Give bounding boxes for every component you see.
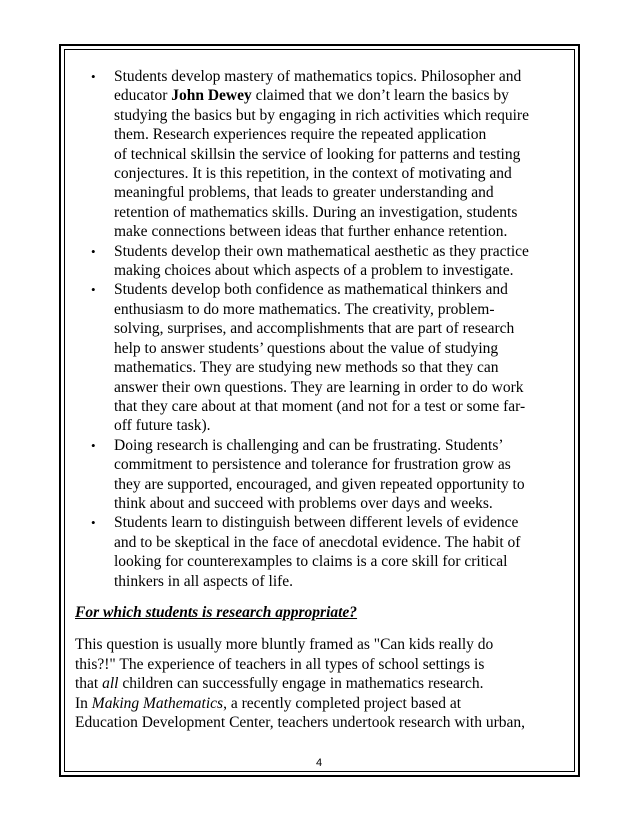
bullet-line: Students learn to distinguish between different levels of evidence	[114, 514, 519, 532]
bullet-item	[75, 280, 565, 435]
bullet-line: studying the basics but by engaging in rich activities which require	[114, 106, 529, 124]
bullet-line: and to be skeptical in the face of anecdotal evidence. The habit of	[114, 533, 521, 551]
bullet-line: mathematics. They are studying new methods so that they can	[114, 359, 499, 377]
paragraph-line: that all children can successfully engage in mathematics research.	[75, 675, 484, 693]
bullet-line: commitment to persistence and tolerance for frustration grow as	[114, 456, 511, 474]
bullet-line: making choices about which aspects of a problem to investigate.	[114, 262, 514, 280]
bullet-line: thinkers in all aspects of life.	[114, 572, 294, 590]
bullet-line: enthusiasm to do more mathematics. The creativity, problem-	[114, 300, 495, 318]
page-number: 4	[315, 757, 323, 769]
italic-text: Making Mathematics	[91, 694, 224, 712]
bullet-line: educator John Dewey claimed that we don’t learn the basics by	[114, 87, 509, 105]
page-content	[75, 67, 565, 732]
bullet-dot-icon: •	[91, 282, 96, 298]
bullet-line: off future task).	[114, 417, 211, 435]
bullet-line: meaningful problems, that leads to greater understanding and	[114, 184, 494, 202]
body-paragraph	[75, 635, 565, 732]
bullet-item	[75, 513, 565, 591]
bullet-line: answer their own questions. They are learning in order to do work	[114, 378, 524, 396]
bullet-dot-icon: •	[91, 515, 96, 531]
bullet-line: that they care about at that moment (and not for a test or some far-	[114, 397, 526, 415]
section-heading: For which students is research appropriate?	[75, 603, 358, 621]
bullet-line: they are supported, encouraged, and given repeated opportunity to	[114, 475, 525, 493]
bullet-line: looking for counterexamples to claims is a core skill for critical	[114, 553, 508, 571]
bullet-line: Doing research is challenging and can be frustrating. Students’	[114, 436, 504, 454]
bullet-item	[75, 67, 565, 242]
bullet-item	[75, 242, 565, 281]
bullet-item	[75, 436, 565, 514]
bullet-line: retention of mathematics skills. During an investigation, students	[114, 203, 518, 221]
bullet-line: Students develop mastery of mathematics topics. Philosopher and	[114, 68, 522, 85]
paragraph-line: In Making Mathematics, a recently completed project based at	[75, 694, 462, 712]
bullet-line: them. Research experiences require the repeated application	[114, 126, 487, 144]
bullet-line: think about and succeed with problems over days and weeks.	[114, 494, 493, 512]
italic-text: all	[102, 675, 119, 693]
bullet-line: solving, surprises, and accomplishments that are part of research	[114, 320, 515, 338]
bullet-list	[75, 67, 565, 591]
bullet-dot-icon: •	[91, 243, 96, 259]
bullet-line: conjectures. It is this repetition, in the context of motivating and	[114, 165, 512, 183]
paragraph-line: this?!" The experience of teachers in all types of school settings is	[75, 655, 485, 673]
bullet-dot-icon: •	[91, 69, 96, 84]
paragraph-line: Education Development Center, teachers undertook research with urban,	[75, 714, 525, 731]
paragraph-line: This question is usually more bluntly framed as "Can kids really do	[75, 636, 494, 654]
bullet-line: Students develop their own mathematical aesthetic as they practice	[114, 242, 529, 260]
bullet-line: Students develop both confidence as mathematical thinkers and	[114, 281, 508, 299]
bullet-line: help to answer students’ questions about the value of studying	[114, 339, 499, 357]
bullet-line: of technical skillsin the service of looking for patterns and testing	[114, 145, 521, 163]
bullet-line: make connections between ideas that further enhance retention.	[114, 223, 508, 241]
bold-name: John Dewey	[171, 87, 252, 105]
bullet-dot-icon: •	[91, 437, 96, 453]
